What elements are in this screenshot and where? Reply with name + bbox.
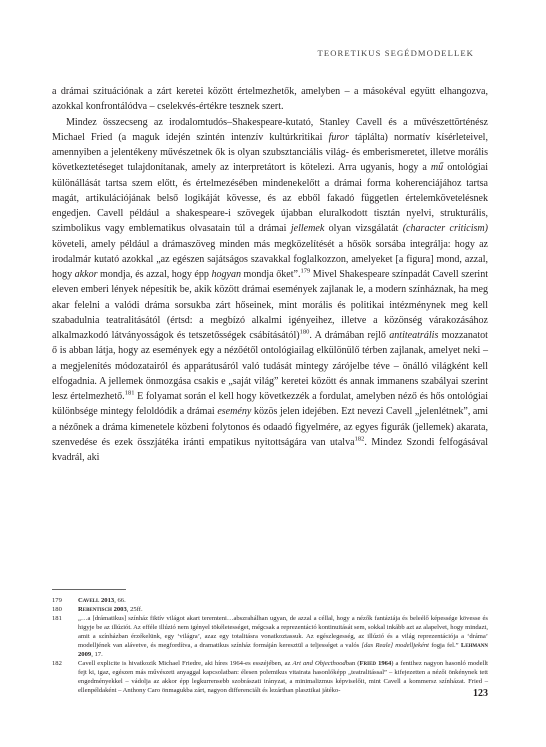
footnote-number: 182 <box>52 660 62 667</box>
footnote-182: 182 Cavell explicite is hivatkozik Michael Friedre, aki híres 1964-es esszéjében, az Art and Objecthoodban (Fried 1964) a fentihez nagyon hasonló modellt fejt ki, igaz, egészen más művészeti anyaggal kapcsolatban: élesen polemikus vitairata hasonlóképp „teatralitással” – kifejezetten a nézői önkénynek tett engedményekkel – vádolja az akkor épp legkurrensebb szobrászati irányzat, a minimalizmus képviselőit, mint Cavell a kommersz színházat. Fried – ellenpéldaként – Anthony Caro önmagukba zárt, nagyon differenciált és lezárthan plasztikai játéko- <box>52 660 488 694</box>
footnote-divider <box>52 589 126 590</box>
footnote-number: 180 <box>52 606 62 613</box>
footnote-ref-181[interactable]: 181 <box>124 389 135 397</box>
footnote-ref-179[interactable]: 179 <box>300 267 311 275</box>
page-number: 123 <box>473 688 488 699</box>
footnote-number: 181 <box>52 615 62 622</box>
footnote-number: 179 <box>52 597 62 604</box>
footnote-ref-180[interactable]: 180 <box>299 328 310 336</box>
footnote-ref-182[interactable]: 182 <box>354 435 365 443</box>
footnote-179: 179 Cavell 2013, 66. <box>52 597 126 604</box>
paragraph-2: Mindez összecseng az irodalomtudós–Shakespeare-kutató, Stanley Cavell és a művészettörténész Michael Fried (a maguk idején szintén intenzív kultúrkritikai furor táplálta) normatív kísérleteivel, amennyiben a jelentékeny művészetnek ők is olyan szubsztanciális világ- és emberismeretet, illetve morális következtetéseget tulajdonítanak, amely az interpretátort is kötelezi. Arra ugyanis, hogy a mű ontológiai különállását tartsa szem előtt, és értelmezésében mindenekelőtt a drámai forma koherenciájához tartsa magát, artikulációjának belső logikáját kövesse, és az ebből fakadó független értelemkövetelésnek engedjen. Cavell például a shakespeare-i szövegek újabban eluralkodott tisztán nyelvi, strukturális, szimbolikus vagy emblematikus olvasatain túl a drámai jellemek olyan vizsgálatát (character criticism) követeli, amely például a drámaszöveg minden más megközelítését a hősök sorsába integrálja: hogy az irodalmár kutató azokkal „az egészen sajátságos szavakkal foglalkozzon, amelyeket [a figura] mond, azzal, hogy akkor mondja, és azzal, hogy épp hogyan mondja őket”.$^{179}$ Mivel Shakespeare színpadát Cavell szerint eleven emberi lények népesítik be, akik között drámai események zajlanak le, a modern színháznak, ha meg akar felelni a valódi dráma sorsukba zárt hőseinek, mint morális és politikai intézménynek meg kell szabadulnia teatralitásától (értsd: a megbízó alkalmi igényeihez, illetve a közönség várakozásához alkalmazkodó látványosságok és tetszetősségek csábításától)$^{180}$. A drámában rejlő antiteatrális mozzanatot ő is abban látja, hogy az események egy a nézőétől ontológiailag elkülönülő térben zajlanak, amelyet neki – a megjelenítés módozatairól és apparátusáról való tudását mintegy zárójelbe téve – önálló világként kell elfogadnia. A jellemek önmozgása csakis e „saját világ” keretei között és annak immanens szabályai szerint lesz értelmezhető.$^{181}$ E folyamat során el kell hogy következzék a fordulat, amelyben néző és hős ontológiai különbsége mintegy feloldódik a drámai esemény közös jelen idejében. Ezt nevezi Cavell „jelenlétnek”, ami a nézőnek a dráma kimenetele közbeni folytonos és odaadó figyelmére, az egyes figurák (jellemek) akarata, szenvedése és ezek összjátéka iránti empatikus nyitottságára van utalva$^{182}$. Mindez Szondi felfogásával kvadrál, aki <box>52 116 489 463</box>
footnote-180: 180 Rebentisch 2003, 25ff. <box>52 606 143 613</box>
footnote-181: 181 „…a [drámatikus] színház fiktív világot akart teremteni…abszrahálhan ugyan, de azzal a céllal, hogy a nézők fantáziája és beleélő képessége kövesse és higyje be az illúziót. Az efféle illúzió nem igényel tökéletességet, mégcsak a reprezentáció kontinuitását sem, sokkal inkább azt az alapelvet, hogy mindazt, amit a színházban érzékelünk, egy ‘világra’, azaz egy totalitásra vonatkoztassuk. Az egészlegesség, az illúzió és a világ reprezentációja a ‘dráma’ modelljének van alávetve, és megfordítva, a dramatikus színház formáján keresztül a teljességet a valós [das Reale] modelljeként fogja fel.” Lehmann 2009, 17. <box>52 615 489 658</box>
main-text <box>52 84 488 465</box>
paragraph-1: a drámai szituációnak a zárt keretei között értelmezhetők, amelyben – a másokéval együtt elhangozva, azokkal konfrontálódva – cselekvés-értékre tesznek szert. <box>52 86 488 113</box>
footnotes <box>52 596 488 695</box>
running-header: TEORETIKUS SEGÉDMODELLEK <box>317 48 474 58</box>
